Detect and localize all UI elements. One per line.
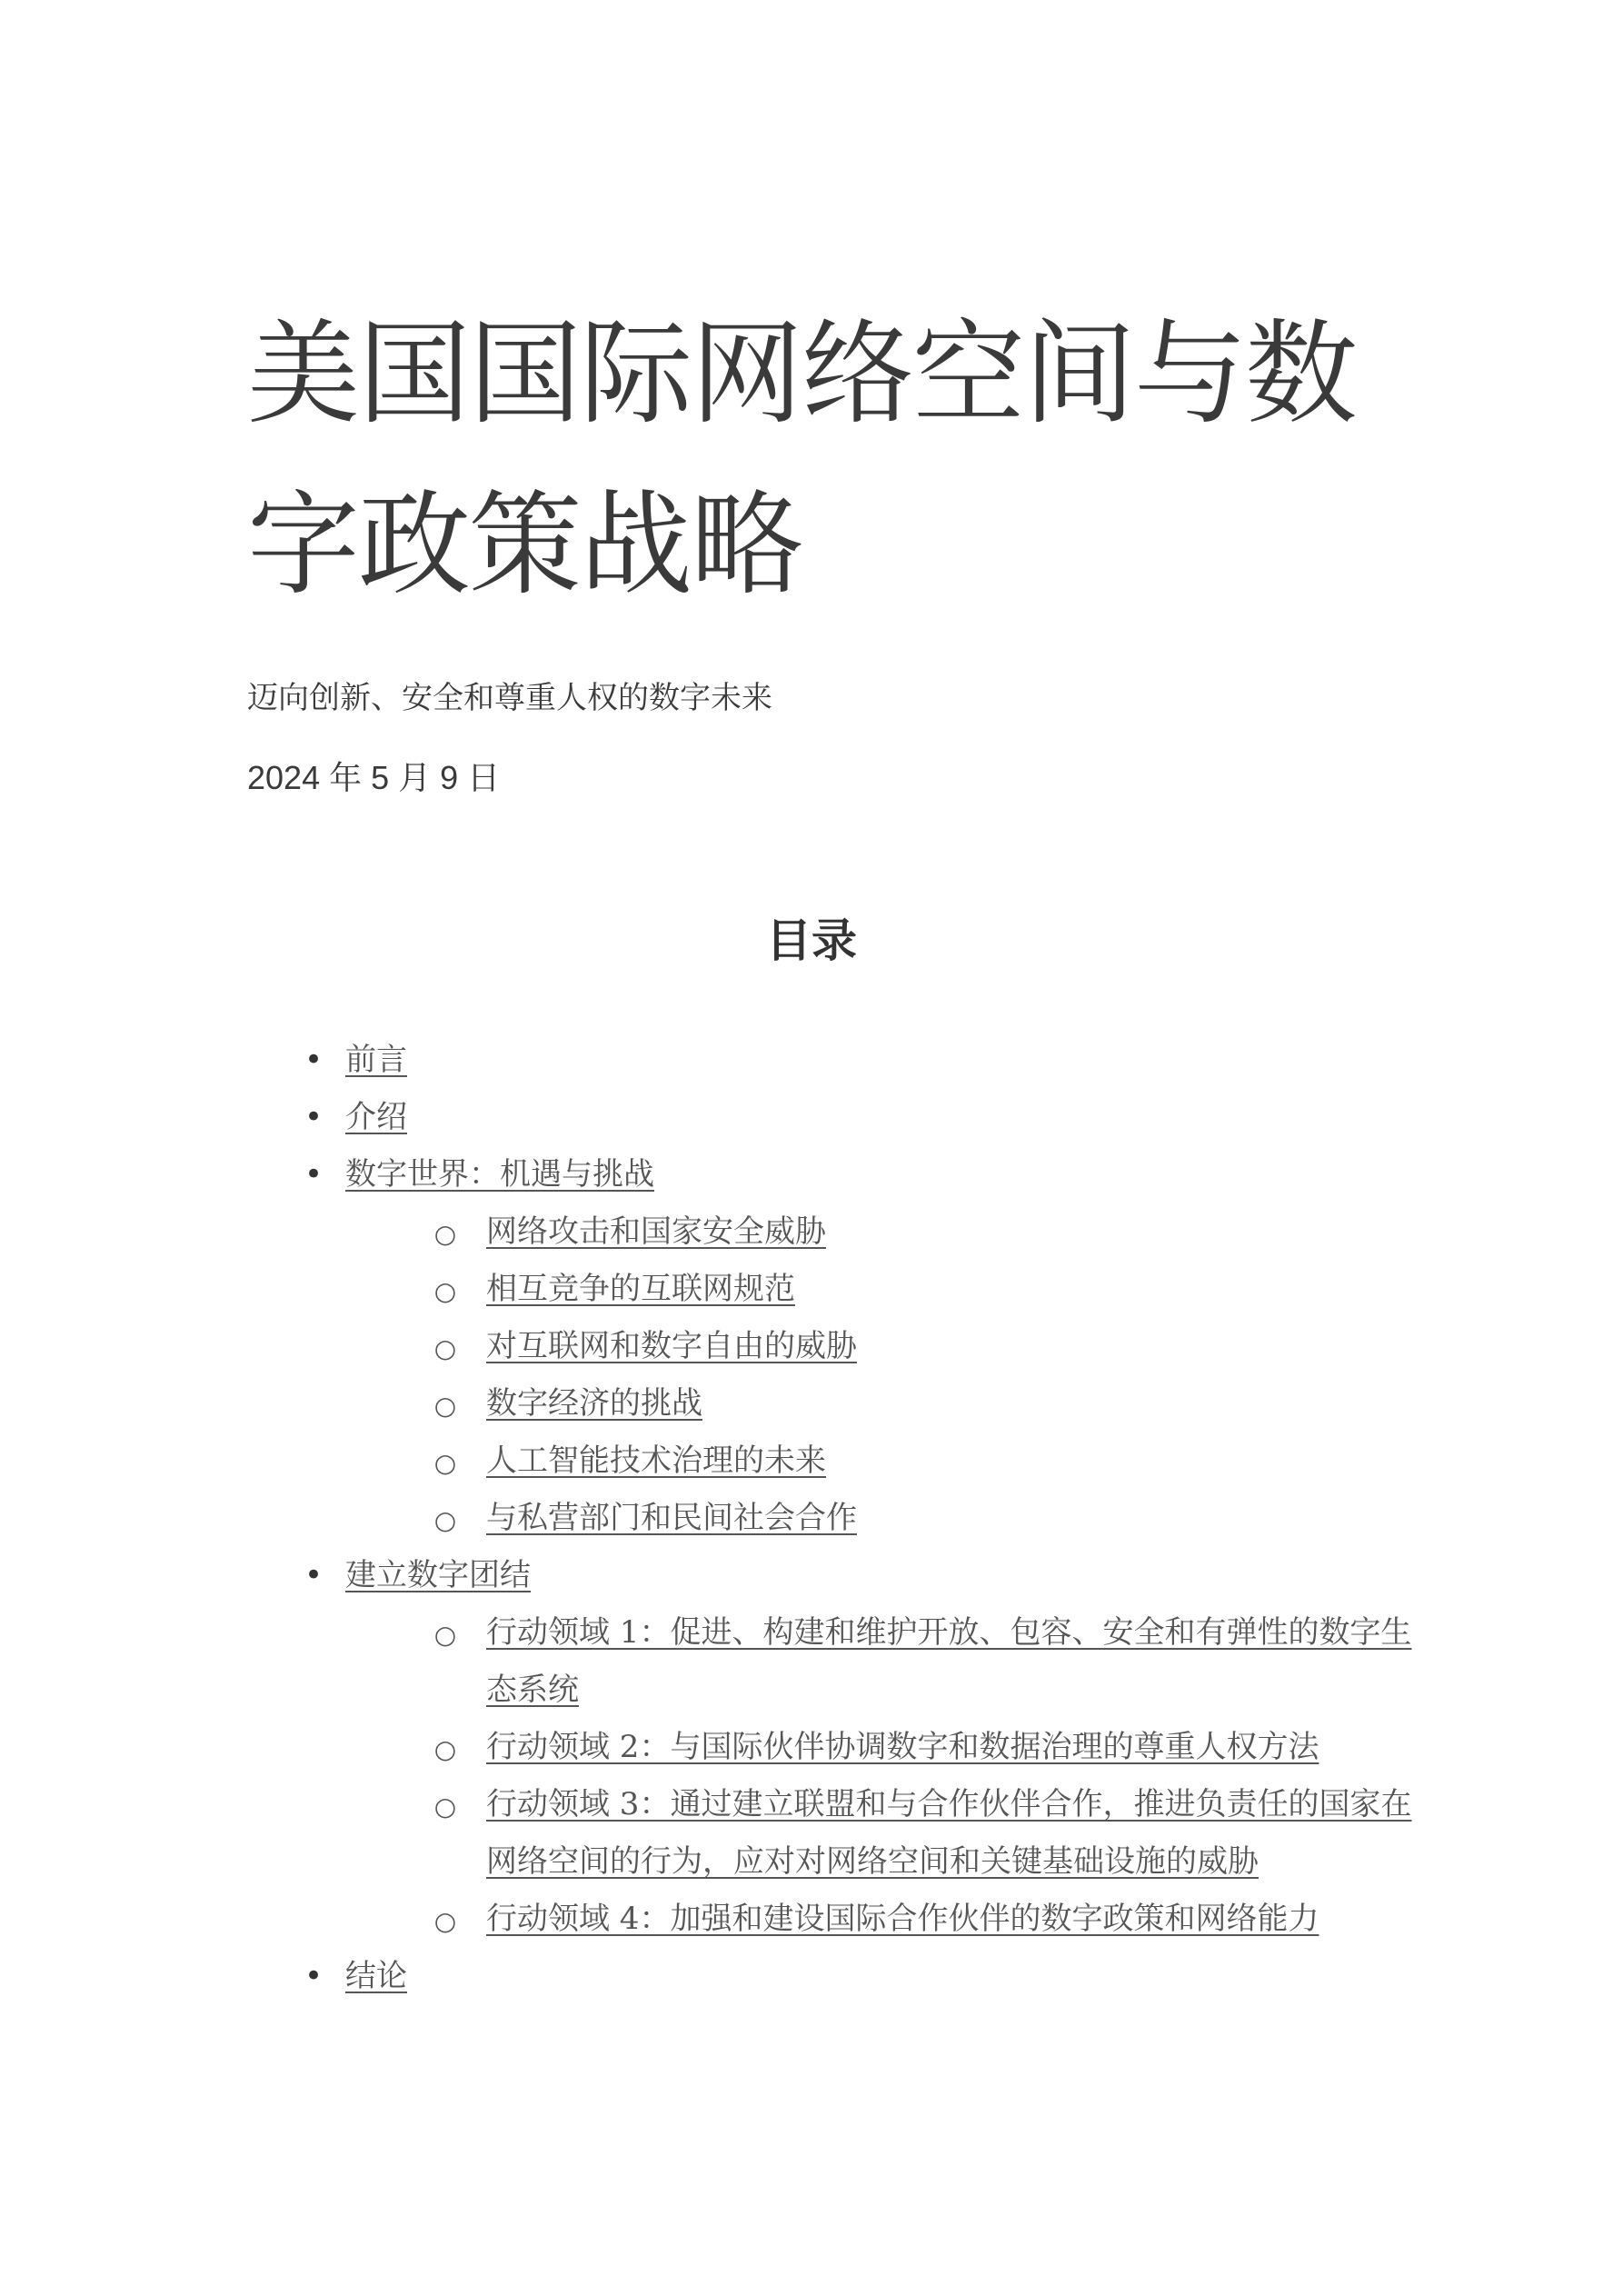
circle-bullet-icon: ○ — [433, 1219, 457, 1249]
circle-bullet-icon: ○ — [433, 1906, 457, 1936]
toc-item-digital-solidarity — [300, 1547, 1436, 1948]
circle-bullet-icon: ○ — [433, 1792, 457, 1822]
toc-link-action-area-3[interactable]: 行动领域 3：通过建立联盟和与合作伙伴合作，推进负责任的国家在网络空间的行为，应对对网络空间和关键基础设施的威胁 — [486, 1786, 1412, 1880]
table-of-contents — [300, 1032, 1436, 2005]
toc-subitem — [300, 1318, 1436, 1375]
toc-link-action-area-2[interactable]: 行动领域 2：与国际伙伴协调数字和数据治理的尊重人权方法 — [486, 1729, 1319, 1765]
toc-sublist-digital-solidarity — [345, 1604, 1436, 1948]
toc-heading: 目录 — [766, 913, 857, 967]
toc-link-private-sector[interactable]: 与私营部门和民间社会合作 — [486, 1500, 857, 1536]
toc-link-foreword[interactable]: 前言 — [345, 1042, 407, 1078]
toc-link-conclusion[interactable]: 结论 — [345, 1958, 407, 1994]
toc-link-competing-norms[interactable]: 相互竞争的互联网规范 — [486, 1271, 795, 1307]
document-subtitle: 迈向创新、安全和尊重人权的数字未来 — [247, 680, 772, 716]
circle-bullet-icon: ○ — [433, 1391, 457, 1421]
bullet-icon: • — [304, 1156, 324, 1193]
toc-link-action-area-4[interactable]: 行动领域 4：加强和建设国际合作伙伴的数字政策和网络能力 — [486, 1901, 1319, 1937]
bullet-icon: • — [304, 1042, 324, 1078]
document-title: 美国国际网络空间与数字政策战略 — [247, 309, 1357, 611]
toc-subitem — [300, 1433, 1436, 1490]
toc-link-threats-freedom[interactable]: 对互联网和数字自由的威胁 — [486, 1328, 857, 1364]
toc-subitem — [300, 1891, 1436, 1948]
circle-bullet-icon: ○ — [433, 1505, 457, 1535]
toc-link-cyberattacks[interactable]: 网络攻击和国家安全威胁 — [486, 1213, 826, 1250]
toc-link-ai-governance[interactable]: 人工智能技术治理的未来 — [486, 1442, 826, 1479]
bullet-icon: • — [304, 1099, 324, 1135]
bullet-icon: • — [304, 1958, 324, 1994]
toc-item-digital-world — [300, 1146, 1436, 1547]
document-date: 2024 年 5 月 9 日 — [247, 759, 501, 796]
toc-subitem — [300, 1375, 1436, 1433]
toc-subitem — [300, 1719, 1436, 1776]
circle-bullet-icon: ○ — [433, 1276, 457, 1306]
circle-bullet-icon: ○ — [433, 1620, 457, 1650]
circle-bullet-icon: ○ — [433, 1333, 457, 1363]
toc-link-introduction[interactable]: 介绍 — [345, 1099, 407, 1135]
toc-subitem — [300, 1604, 1436, 1719]
toc-item-introduction — [300, 1089, 1436, 1146]
toc-link-action-area-1[interactable]: 行动领域 1：促进、构建和维护开放、包容、安全和有弹性的数字生态系统 — [486, 1614, 1412, 1708]
bullet-icon: • — [304, 1557, 324, 1593]
toc-sublist-digital-world — [345, 1203, 1436, 1547]
toc-subitem — [300, 1490, 1436, 1547]
toc-subitem — [300, 1776, 1436, 1891]
circle-bullet-icon: ○ — [433, 1448, 457, 1478]
toc-link-digital-world[interactable]: 数字世界：机遇与挑战 — [345, 1156, 654, 1193]
circle-bullet-icon: ○ — [433, 1734, 457, 1764]
toc-subitem — [300, 1261, 1436, 1318]
toc-subitem — [300, 1203, 1436, 1261]
toc-item-conclusion — [300, 1948, 1436, 2005]
toc-link-digital-solidarity[interactable]: 建立数字团结 — [345, 1557, 531, 1593]
toc-item-foreword — [300, 1032, 1436, 1089]
toc-link-digital-economy[interactable]: 数字经济的挑战 — [486, 1385, 702, 1422]
